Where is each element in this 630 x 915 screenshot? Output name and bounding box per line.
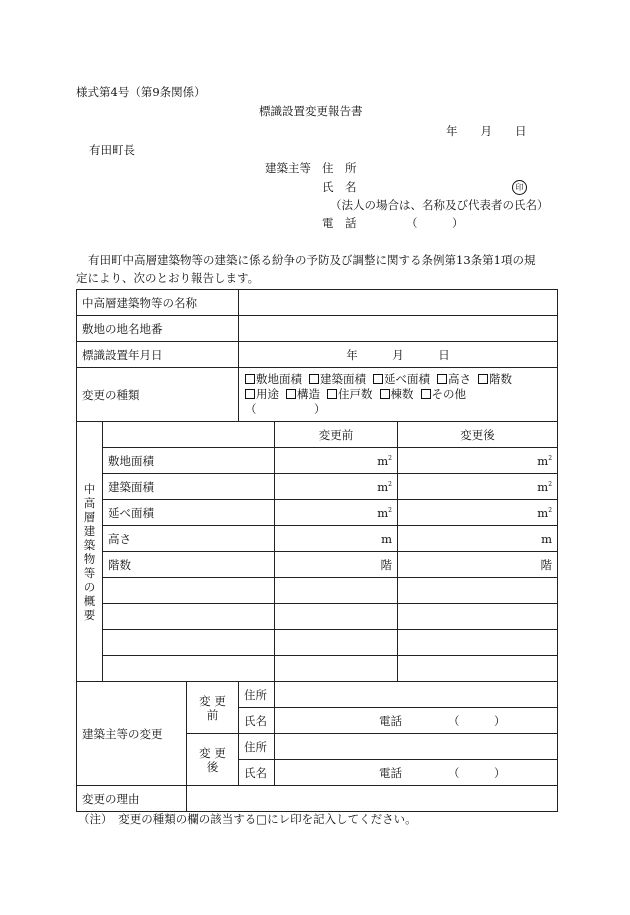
- before-value-field[interactable]: $m^2$: [275, 448, 398, 474]
- vertical-label-char: 中: [83, 481, 96, 496]
- site-address-field[interactable]: [239, 316, 558, 342]
- overview-item-label: 敷地面積: [103, 448, 275, 474]
- blank-before-field[interactable]: [275, 578, 398, 604]
- seal-mark: [512, 179, 527, 195]
- change-type-label: 変更の種類: [77, 368, 239, 422]
- applicant-phone-label: 電 話: [322, 216, 357, 230]
- after-value-field[interactable]: $m^2$: [398, 448, 558, 474]
- checkbox-icon[interactable]: [380, 389, 390, 399]
- change-option-checkbox[interactable]: [380, 387, 414, 401]
- change-type-options: [239, 368, 558, 422]
- change-option-checkbox[interactable]: [245, 387, 279, 401]
- change-option-label: 階数: [489, 372, 512, 386]
- form-number: 様式第4号（第9条関係）: [76, 85, 206, 99]
- change-option-label: その他: [431, 387, 466, 401]
- change-option-checkbox[interactable]: [309, 372, 366, 386]
- change-options-row-2: [245, 387, 552, 402]
- blank-after-field[interactable]: [398, 578, 558, 604]
- blank-after-field[interactable]: [398, 656, 558, 682]
- owner-before-phone-label: 電話: [379, 713, 402, 728]
- blank-label-field[interactable]: [103, 656, 275, 682]
- overview-vertical-label: [77, 422, 103, 682]
- vertical-label-char: 層: [83, 509, 96, 524]
- overview-row: [77, 552, 558, 578]
- before-value-field[interactable]: $m^2$: [275, 474, 398, 500]
- change-option-checkbox[interactable]: [437, 372, 471, 386]
- after-value-field[interactable]: $m^2$: [398, 474, 558, 500]
- checkbox-icon[interactable]: [309, 374, 319, 384]
- seal-icon: 印: [512, 180, 527, 195]
- owner-after-label: 変 更 後: [187, 734, 239, 786]
- overview-row: [77, 526, 558, 552]
- overview-row: [77, 500, 558, 526]
- checkbox-icon[interactable]: [373, 374, 383, 384]
- building-name-field[interactable]: [239, 290, 558, 316]
- blank-label-field[interactable]: [103, 578, 275, 604]
- date-line: 年 月 日: [446, 124, 527, 138]
- owner-before-name-label: 氏名: [239, 708, 275, 734]
- vertical-label-char: 概: [83, 593, 96, 608]
- change-option-label: 用途: [256, 387, 279, 401]
- report-form-table: [76, 289, 558, 812]
- body-text-line-1: 有田町中高層建築物等の建築に係る紛争の予防及び調整に関する条例第13条第1項の規: [88, 253, 536, 267]
- owner-before-address-label: 住所: [239, 682, 275, 708]
- change-option-checkbox[interactable]: [245, 372, 302, 386]
- before-value-field[interactable]: $m^2$: [275, 500, 398, 526]
- change-option-checkbox[interactable]: [327, 387, 373, 401]
- owner-after-name-label: 氏名: [239, 760, 275, 786]
- corporation-note: （法人の場合は、名称及び代表者の氏名）: [330, 198, 549, 212]
- overview-blank-row: [77, 578, 558, 604]
- overview-header-blank: [103, 422, 275, 448]
- change-option-label: 住戸数: [338, 387, 373, 401]
- footnote: （注） 変更の種類の欄の該当する□にレ印を記入してください。: [78, 812, 417, 826]
- before-header: 変更前: [275, 422, 398, 448]
- blank-before-field[interactable]: [275, 630, 398, 656]
- document-title: 標識設置変更報告書: [259, 104, 363, 118]
- owner-before-label: 変 更 前: [187, 682, 239, 734]
- change-option-checkbox[interactable]: [478, 372, 512, 386]
- owner-change-label: 建築主等の変更: [77, 682, 187, 786]
- sign-date-label: 標識設置年月日: [77, 342, 239, 368]
- reason-label: 変更の理由: [77, 786, 187, 812]
- checkbox-icon[interactable]: [286, 389, 296, 399]
- vertical-label-char: 高: [83, 495, 96, 510]
- applicant-phone-value: （ ）: [406, 216, 464, 230]
- change-other-field[interactable]: （ ）: [245, 402, 326, 416]
- applicant-role-label: 建築主等: [265, 161, 311, 175]
- overview-row: [77, 474, 558, 500]
- overview-blank-row: [77, 604, 558, 630]
- owner-before-name-field[interactable]: [275, 708, 558, 734]
- after-value-field[interactable]: $m^2$: [398, 500, 558, 526]
- change-option-label: 延べ面積: [384, 372, 430, 386]
- after-header: 変更後: [398, 422, 558, 448]
- change-option-checkbox[interactable]: [373, 372, 430, 386]
- checkbox-icon[interactable]: [245, 374, 255, 384]
- change-option-label: 敷地面積: [256, 372, 302, 386]
- overview-item-label: 建築面積: [103, 474, 275, 500]
- before-value-field[interactable]: 階: [275, 552, 398, 578]
- after-value-field[interactable]: 階: [398, 552, 558, 578]
- applicant-name-label: 氏 名: [322, 180, 357, 194]
- blank-before-field[interactable]: [275, 604, 398, 630]
- checkbox-icon[interactable]: [327, 389, 337, 399]
- blank-before-field[interactable]: [275, 656, 398, 682]
- blank-label-field[interactable]: [103, 604, 275, 630]
- vertical-label-char: 物: [83, 551, 96, 566]
- reason-field[interactable]: [187, 786, 558, 812]
- vertical-label-char: 等: [83, 565, 96, 580]
- overview-blank-row: [77, 656, 558, 682]
- vertical-label-char: の: [83, 579, 96, 594]
- applicant-address-label: 住 所: [322, 161, 357, 175]
- checkbox-icon[interactable]: [437, 374, 447, 384]
- change-option-label: 棟数: [390, 387, 414, 401]
- overview-item-label: 延べ面積: [103, 500, 275, 526]
- vertical-label-char: 築: [83, 537, 96, 552]
- change-option-label: 高さ: [448, 372, 471, 386]
- owner-after-address-label: 住所: [239, 734, 275, 760]
- overview-item-label: 高さ: [103, 526, 275, 552]
- owner-after-address-field[interactable]: [275, 734, 558, 760]
- checkbox-icon[interactable]: [245, 389, 255, 399]
- body-text-line-2: 定により、次のとおり報告します。: [76, 271, 260, 285]
- site-address-label: 敷地の地名地番: [77, 316, 239, 342]
- after-value-field[interactable]: m: [398, 526, 558, 552]
- owner-after-phone-field[interactable]: （ ）: [448, 765, 506, 780]
- overview-blank-row: [77, 630, 558, 656]
- sign-date-field[interactable]: 年 月 日: [239, 342, 558, 368]
- blank-after-field[interactable]: [398, 630, 558, 656]
- vertical-label-char: 要: [83, 607, 96, 622]
- owner-after-phone-label: 電話: [379, 765, 402, 780]
- blank-after-field[interactable]: [398, 604, 558, 630]
- change-option-checkbox[interactable]: [286, 387, 320, 401]
- change-option-label: 構造: [297, 387, 320, 401]
- checkbox-icon[interactable]: [478, 374, 488, 384]
- before-value-field[interactable]: m: [275, 526, 398, 552]
- addressee: 有田町長: [89, 143, 135, 157]
- owner-before-address-field[interactable]: [275, 682, 558, 708]
- owner-before-phone-field[interactable]: （ ）: [448, 713, 506, 728]
- change-option-label: 建築面積: [320, 372, 366, 386]
- vertical-label-char: 建: [83, 523, 96, 538]
- change-options-row-1: [245, 372, 552, 387]
- blank-label-field[interactable]: [103, 630, 275, 656]
- owner-after-name-field[interactable]: [275, 760, 558, 786]
- building-name-label: 中高層建築物等の名称: [77, 290, 239, 316]
- change-option-checkbox[interactable]: [421, 387, 467, 401]
- overview-item-label: 階数: [103, 552, 275, 578]
- overview-row: [77, 448, 558, 474]
- checkbox-icon[interactable]: [421, 389, 431, 399]
